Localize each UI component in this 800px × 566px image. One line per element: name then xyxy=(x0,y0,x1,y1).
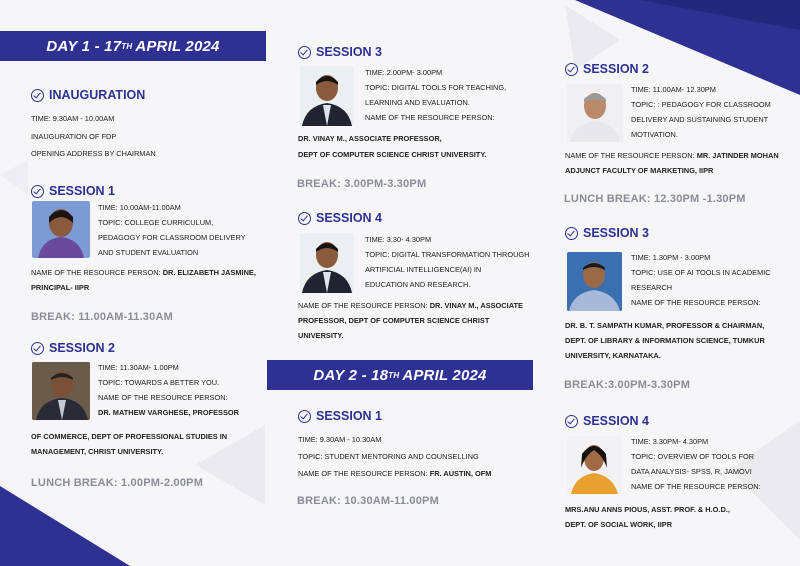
day1-rest: APRIL 2024 xyxy=(135,37,220,55)
check-circle-icon xyxy=(298,46,311,59)
check-circle-icon xyxy=(31,185,44,198)
d2s4-time: TIME: 3.30PM- 4.30PM xyxy=(631,437,709,446)
d2-session3-title xyxy=(565,226,649,240)
resource-name: DR. VINAY M., ASSOCIATE xyxy=(429,301,523,310)
d1-lunch-break: LUNCH BREAK: 1.00PM-2.00PM xyxy=(31,477,204,489)
d2s1-topic: TOPIC: STUDENT MENTORING AND COUNSELLING xyxy=(298,452,479,461)
d2-break1: BREAK: 10.30AM-11.00PM xyxy=(297,495,439,507)
d2s3-resource2: DEPT. OF LIBRARY & INFORMATION SCIENCE, TUMKUR xyxy=(565,336,765,345)
d2s3-resource1: DR. B. T. SAMPATH KUMAR, PROFESSOR & CHAIRMAN, xyxy=(565,321,765,330)
day2-banner xyxy=(267,360,533,390)
inauguration-title xyxy=(31,88,145,102)
session-label: SESSION 1 xyxy=(316,409,382,423)
d1s3-resource2: DEPT OF COMPUTER SCIENCE CHRIST UNIVERSITY. xyxy=(298,150,487,159)
d1s3-topic2: LEARNING AND EVALUATION. xyxy=(365,98,470,107)
speaker-photo-jatinder xyxy=(567,84,623,142)
d1s2-topic: TOPIC: TOWARDS A BETTER YOU. xyxy=(98,378,220,387)
d1s4-resource2: PROFESSOR, DEPT OF COMPUTER SCIENCE CHRIST xyxy=(298,316,490,325)
speaker-photo-vinay-2 xyxy=(300,233,354,293)
d1-session1-title xyxy=(31,184,115,198)
day1-banner xyxy=(0,31,266,61)
d2s4-topic2: DATA ANALYSIS- SPSS, R, JAMOVI xyxy=(631,467,752,476)
d2s1-time: TIME: 9.30AM - 10.30AM xyxy=(298,435,382,444)
day2-prefix: DAY 2 - 18 xyxy=(313,366,389,384)
session-label: SESSION 3 xyxy=(583,226,649,240)
d1-break2: BREAK: 3.00PM-3.30PM xyxy=(297,178,427,190)
d2s3-resource3: UNIVERSITY, KARNATAKA. xyxy=(565,351,661,360)
d1s2-resource2: OF COMMERCE, DEPT OF PROFESSIONAL STUDIES IN xyxy=(31,432,228,441)
d1-session4-title xyxy=(298,211,382,225)
d1s1-topic2: PEDAGOGY FOR CLASSROOM DELIVERY xyxy=(98,233,246,242)
d2s4-topic1: TOPIC: OVERVIEW OF TOOLS FOR xyxy=(631,452,755,461)
resource-name: FR. AUSTIN, OFM xyxy=(429,469,492,478)
d2s4-resource1: MRS.ANU ANNS PIOUS, ASST. PROF. & H.O.D., xyxy=(565,505,730,514)
inauguration-line2: OPENING ADDRESS BY CHAIRMAN xyxy=(31,149,156,158)
d1s3-resource-label: NAME OF THE RESOURCE PERSON: xyxy=(365,113,495,122)
d1s4-topic2: ARTIFICIAL INTELLIGENCE(AI) IN xyxy=(365,265,482,274)
speaker-photo-sampath xyxy=(567,252,622,311)
d2-lunch-break: LUNCH BREAK: 12.30PM -1.30PM xyxy=(564,193,746,205)
d1s1-topic3: AND STUDENT EVALUATION xyxy=(98,248,199,257)
check-circle-icon xyxy=(565,227,578,240)
d2s2-resource2: ADJUNCT FACULTY OF MARKETING, IIPR xyxy=(565,166,714,175)
resource-name: DR. ELIZABETH JASMINE, xyxy=(162,268,256,277)
d1s3-resource1: DR. VINAY M., ASSOCIATE PROFESSOR, xyxy=(298,134,442,143)
d1s4-topic1: TOPIC: DIGITAL TRANSFORMATION THROUGH xyxy=(365,250,530,259)
d2s3-topic1: TOPIC: USE OF AI TOOLS IN ACADEMIC xyxy=(631,268,771,277)
resource-name: MR. JATINDER MOHAN xyxy=(696,151,779,160)
check-circle-icon xyxy=(565,415,578,428)
d1s1-resource xyxy=(31,268,256,277)
resource-label: NAME OF THE RESOURCE PERSON: xyxy=(298,301,428,310)
d2-session1-title xyxy=(298,409,382,423)
session-label: SESSION 4 xyxy=(316,211,382,225)
d2s2-topic1: TOPIC: : PEDAGOGY FOR CLASSROOM xyxy=(631,100,771,109)
inauguration-time: TIME: 9.30AM - 10.00AM xyxy=(31,114,115,123)
d1s2-resource-label: NAME OF THE RESOURCE PERSON: xyxy=(98,393,228,402)
speaker-photo-anu xyxy=(567,436,622,494)
d1-session3-title xyxy=(298,45,382,59)
speaker-photo-elizabeth xyxy=(32,201,90,258)
d1s1-resource2: PRINCIPAL- IIPR xyxy=(31,283,90,292)
session-label: SESSION 1 xyxy=(49,184,115,198)
d2-break2: BREAK:3.00PM-3.30PM xyxy=(564,379,691,391)
session-label: SESSION 4 xyxy=(583,414,649,428)
check-circle-icon xyxy=(565,63,578,76)
check-circle-icon xyxy=(31,89,44,102)
d2s4-resource2: DEPT. OF SOCIAL WORK, IIPR xyxy=(565,520,673,529)
check-circle-icon xyxy=(298,212,311,225)
d2s3-resource-label: NAME OF THE RESOURCE PERSON: xyxy=(631,298,761,307)
check-circle-icon xyxy=(31,342,44,355)
d1s4-resource xyxy=(298,301,523,310)
d2s2-time: TIME: 11.00AM- 12.30PM xyxy=(631,85,716,94)
resource-label: NAME OF THE RESOURCE PERSON: xyxy=(298,469,428,478)
session-label: SESSION 2 xyxy=(583,62,649,76)
d2s2-topic2: DELIVERY AND SUSTAINING STUDENT xyxy=(631,115,769,124)
d1s3-topic1: TOPIC: DIGITAL TOOLS FOR TEACHING, xyxy=(365,83,507,92)
day2-rest: APRIL 2024 xyxy=(402,366,487,384)
day2-suffix: TH xyxy=(388,370,400,380)
day1-suffix: TH xyxy=(121,41,133,51)
d1s4-topic3: EDUCATION AND RESEARCH. xyxy=(365,280,471,289)
session-label: SESSION 3 xyxy=(316,45,382,59)
d1s2-time: TIME: 11.30AM- 1.00PM xyxy=(98,363,179,372)
d2s2-resource xyxy=(565,151,779,160)
d2s3-topic2: RESEARCH xyxy=(631,283,673,292)
d1s1-time: TIME: 10.00AM-11.00AM xyxy=(98,203,181,212)
resource-label: NAME OF THE RESOURCE PERSON: xyxy=(31,268,161,277)
d1-break1: BREAK: 11.00AM-11.30AM xyxy=(31,311,173,323)
d2-session2-title xyxy=(565,62,649,76)
d1s2-resource3: MANAGEMENT, CHRIST UNIVERSITY. xyxy=(31,447,164,456)
d1s3-time: TIME: 2.00PM- 3.00PM xyxy=(365,68,443,77)
d2s3-time: TIME: 1.30PM - 3.00PM xyxy=(631,253,711,262)
resource-label: NAME OF THE RESOURCE PERSON: xyxy=(565,151,695,160)
d1-session2-title xyxy=(31,341,115,355)
d1s2-resource1: DR. MATHEW VARGHESE, PROFESSOR xyxy=(98,408,239,417)
speaker-photo-mathew xyxy=(32,362,90,420)
d1s1-topic1: TOPIC: COLLEGE CURRICULUM, xyxy=(98,218,214,227)
inauguration-line1: INAUGURATION OF FDP xyxy=(31,132,117,141)
d1s4-time: TIME: 3.30- 4.30PM xyxy=(365,235,432,244)
d2s4-resource-label: NAME OF THE RESOURCE PERSON: xyxy=(631,482,761,491)
speaker-photo-vinay xyxy=(300,66,354,126)
d2s1-resource xyxy=(298,469,491,478)
session-label: SESSION 2 xyxy=(49,341,115,355)
d1s4-resource3: UNIVERSITY. xyxy=(298,331,344,340)
d2s2-topic3: MOTIVATION. xyxy=(631,130,678,139)
check-circle-icon xyxy=(298,410,311,423)
d2-session4-title xyxy=(565,414,649,428)
inauguration-label: INAUGURATION xyxy=(49,88,146,102)
day1-prefix: DAY 1 - 17 xyxy=(46,37,122,55)
